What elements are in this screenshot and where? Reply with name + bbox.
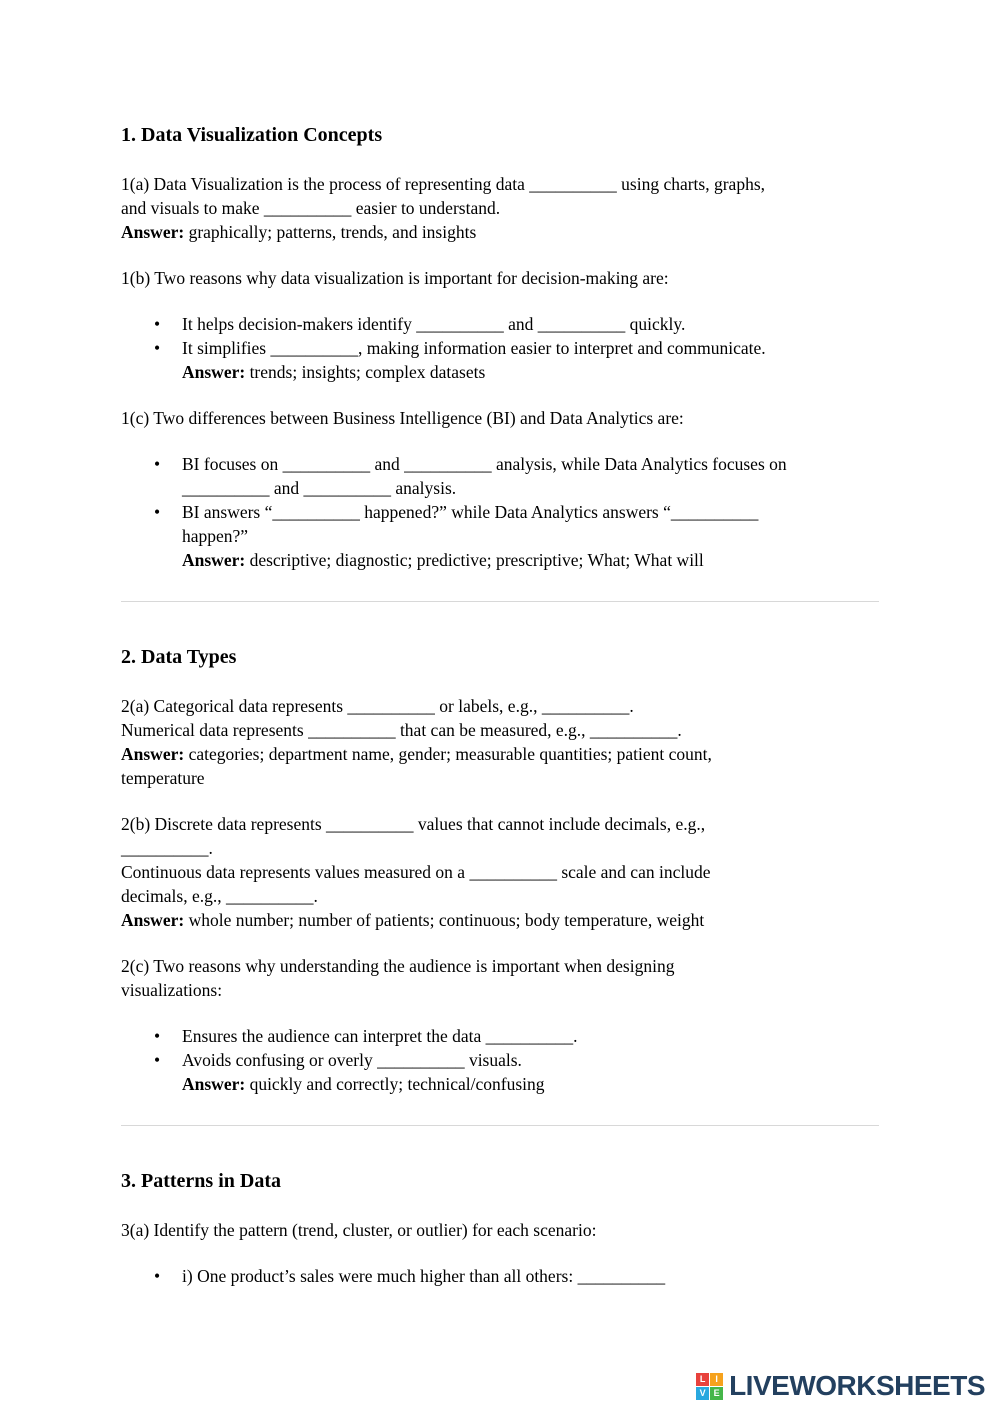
answer-line-2c (121, 1072, 879, 1096)
bullet-item (121, 1048, 879, 1072)
bullet-item (121, 1264, 879, 1288)
text-line: • BI answers “__________ happened?” while Data Analytics answers “__________ (182, 502, 759, 522)
section-divider (121, 1125, 879, 1126)
answer-text: descriptive; diagnostic; predictive; prescriptive; What; What will (245, 550, 704, 570)
answer-label: Answer: (182, 550, 246, 570)
question-1b-intro (121, 266, 879, 290)
section-divider (121, 601, 879, 602)
logo-square-i: I (710, 1373, 723, 1386)
text-line: 2(b) Discrete data represents __________ values that cannot include decimals, e.g., (121, 814, 706, 834)
logo-square-l: L (696, 1373, 709, 1386)
bullet-item (121, 336, 879, 360)
answer-line-2b (121, 908, 879, 932)
bullet-item (121, 500, 879, 548)
text-line: • Avoids confusing or overly __________ visuals. (182, 1050, 522, 1070)
text-line: Continuous data represents values measured on a __________ scale and can include (121, 862, 711, 882)
text-line: • i) One product’s sales were much higher than all others: __________ (182, 1266, 666, 1286)
bullet-list-1c (121, 452, 879, 572)
text-line: • BI focuses on __________ and __________ analysis, while Data Analytics focuses on (182, 454, 787, 474)
answer-text-continued: temperature (121, 768, 205, 788)
section-1-heading: 1. Data Visualization Concepts (121, 124, 383, 146)
answer-text: trends; insights; complex datasets (245, 362, 486, 382)
text-line: 1(b) Two reasons why data visualization is important for decision-making are: (121, 268, 669, 288)
answer-line-1a (121, 220, 879, 244)
answer-line-1b (121, 360, 879, 384)
text-line: 1(c) Two differences between Business Intelligence (BI) and Data Analytics are: (121, 408, 684, 428)
text-line: __________. (121, 838, 213, 858)
answer-line-2a (121, 742, 879, 766)
bullet-item (121, 1024, 879, 1048)
text-line: • Ensures the audience can interpret the data __________. (182, 1026, 578, 1046)
text-line: decimals, e.g., __________. (121, 886, 318, 906)
text-line: 2(a) Categorical data represents __________ or labels, e.g., __________. (121, 696, 634, 716)
answer-label: Answer: (121, 910, 185, 930)
question-1a (121, 172, 879, 244)
answer-text: graphically; patterns, trends, and insights (184, 222, 477, 242)
section-3-heading: 3. Patterns in Data (121, 1170, 281, 1192)
bullet-item (121, 452, 879, 500)
answer-text: categories; department name, gender; measurable quantities; patient count, (184, 744, 712, 764)
bullet-list-3a (121, 1264, 879, 1288)
document-content (121, 0, 879, 1310)
question-2b (121, 812, 879, 932)
liveworksheets-logo[interactable] (696, 1370, 985, 1402)
bullet-list-1b (121, 312, 879, 384)
answer-label: Answer: (121, 222, 185, 242)
answer-line-1c (121, 548, 879, 572)
text-line: • It simplifies __________, making information easier to interpret and communicate. (182, 338, 766, 358)
brand-name: LIVEWORKSHEETS (729, 1370, 985, 1401)
question-1c-intro (121, 406, 879, 430)
logo-square-e: E (710, 1387, 723, 1400)
text-line: happen?” (182, 526, 249, 546)
text-line: __________ and __________ analysis. (182, 478, 457, 498)
answer-label: Answer: (182, 362, 246, 382)
answer-label: Answer: (121, 744, 185, 764)
text-line: • It helps decision-makers identify __________ and __________ quickly. (182, 314, 686, 334)
answer-text: whole number; number of patients; continuous; body temperature, weight (184, 910, 705, 930)
text-line: visualizations: (121, 980, 223, 1000)
text-line: 2(c) Two reasons why understanding the audience is important when designing (121, 956, 675, 976)
text-line: 1(a) Data Visualization is the process of representing data __________ using charts, graphs, (121, 174, 766, 194)
logo-square-v: V (696, 1387, 709, 1400)
liveworksheets-logo-icon (696, 1373, 723, 1400)
bullet-item (121, 312, 879, 336)
section-2-heading: 2. Data Types (121, 646, 237, 668)
text-line: Numerical data represents __________ that can be measured, e.g., __________. (121, 720, 682, 740)
text-line: and visuals to make __________ easier to understand. (121, 198, 501, 218)
answer-label: Answer: (182, 1074, 246, 1094)
answer-text: quickly and correctly; technical/confusing (245, 1074, 545, 1094)
question-2a (121, 694, 879, 790)
question-3a-intro (121, 1218, 879, 1242)
text-line: 3(a) Identify the pattern (trend, cluster, or outlier) for each scenario: (121, 1220, 597, 1240)
question-2c-intro (121, 954, 879, 1002)
bullet-list-2c (121, 1024, 879, 1096)
